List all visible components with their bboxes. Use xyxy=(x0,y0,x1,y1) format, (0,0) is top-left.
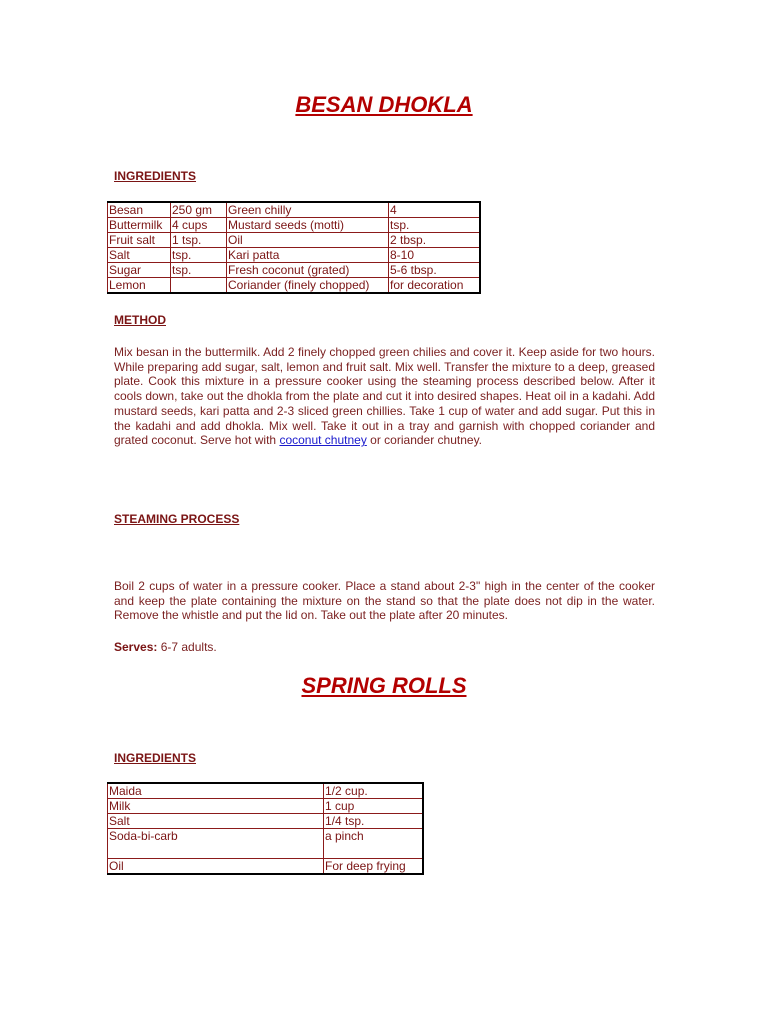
table-cell: Oil xyxy=(108,859,324,875)
table-cell xyxy=(171,278,227,294)
serves-value: 6-7 adults. xyxy=(157,640,217,654)
table-cell: Soda-bi-carb xyxy=(108,829,324,859)
table-cell: 8-10 xyxy=(389,248,481,263)
besan-dhokla-ingredients-table xyxy=(107,201,481,294)
table-cell: Fruit salt xyxy=(108,233,171,248)
table-cell: 4 cups xyxy=(171,218,227,233)
table-cell: Coriander (finely chopped) xyxy=(227,278,389,294)
serves-label: Serves: xyxy=(114,640,158,654)
method-paragraph xyxy=(114,345,655,448)
table-cell: Fresh coconut (grated) xyxy=(227,263,389,278)
table-cell: Kari patta xyxy=(227,248,389,263)
table-cell: Oil xyxy=(227,233,389,248)
table-row xyxy=(108,859,424,875)
method-heading: METHOD xyxy=(114,313,166,327)
ingredients-heading: INGREDIENTS xyxy=(114,169,197,183)
recipe-title-besan-dhokla: BESAN DHOKLA xyxy=(295,92,473,117)
table-cell: Milk xyxy=(108,799,324,814)
table-row xyxy=(108,263,481,278)
table-row xyxy=(108,218,481,233)
table-cell: 2 tbsp. xyxy=(389,233,481,248)
table-cell: Buttermilk xyxy=(108,218,171,233)
steaming-process-heading: STEAMING PROCESS xyxy=(114,512,240,526)
table-cell: 1 tsp. xyxy=(171,233,227,248)
table-cell: Maida xyxy=(108,783,324,799)
table-cell: Lemon xyxy=(108,278,171,294)
table-cell: tsp. xyxy=(389,218,481,233)
table-cell: for decoration xyxy=(389,278,481,294)
table-row xyxy=(108,278,481,294)
table-cell: Salt xyxy=(108,248,171,263)
table-row xyxy=(108,829,424,859)
recipe-title-spring-rolls: SPRING ROLLS xyxy=(301,673,467,698)
table-row xyxy=(108,783,424,799)
spring-rolls-ingredients-heading: INGREDIENTS xyxy=(114,751,197,765)
table-row xyxy=(108,814,424,829)
spring-rolls-ingredients-table xyxy=(107,782,424,875)
table-cell: Sugar xyxy=(108,263,171,278)
coconut-chutney-link[interactable]: coconut chutney xyxy=(279,433,367,448)
table-cell: 4 xyxy=(389,202,481,218)
table-cell: Mustard seeds (motti) xyxy=(227,218,389,233)
table-cell: 1/4 tsp. xyxy=(324,814,424,829)
method-text-end: or coriander chutney. xyxy=(366,433,483,448)
table-cell: 1/2 cup. xyxy=(324,783,424,799)
table-row xyxy=(108,799,424,814)
table-cell: Green chilly xyxy=(227,202,389,218)
table-row xyxy=(108,202,481,218)
table-row xyxy=(108,248,481,263)
table-cell: 1 cup xyxy=(324,799,424,814)
steaming-process-paragraph: Boil 2 cups of water in a pressure cooker. Place a stand about 2-3" high in the center of the cooker and keep the plate containing the mixture on the stand so that the plate does not dip in the water. Remove the whistle and put the lid on. Take out the plate after 20 minutes. xyxy=(114,579,655,623)
table-cell: Besan xyxy=(108,202,171,218)
serves-line xyxy=(114,640,217,654)
table-cell: tsp. xyxy=(171,263,227,278)
table-cell: 5-6 tbsp. xyxy=(389,263,481,278)
table-row xyxy=(108,233,481,248)
table-cell: Salt xyxy=(108,814,324,829)
table-cell: a pinch xyxy=(324,829,424,859)
table-cell: For deep frying xyxy=(324,859,424,875)
table-cell: tsp. xyxy=(171,248,227,263)
method-text: Mix besan in the buttermilk. Add 2 finely chopped green chilies and cover it. Keep aside for two hours. While preparing add sugar, salt, lemon and fruit salt. Mix well. Transfer the mixture to a deep, greased plate. Cook this mixture in a pressure cooker using the steaming process described below. After it cools down, take out the dhokla from the plate and cut it into desired shapes. Heat oil in a kadahi. Add mustard seeds, kari patta and 2-3 sliced green chillies. Take 1 cup of water and add sugar. Put this in the kadahi and add dhokla. Mix well. Take it out in a tray and garnish with chopped coriander and grated coconut. Serve hot with xyxy=(114,345,655,448)
table-cell: 250 gm xyxy=(171,202,227,218)
